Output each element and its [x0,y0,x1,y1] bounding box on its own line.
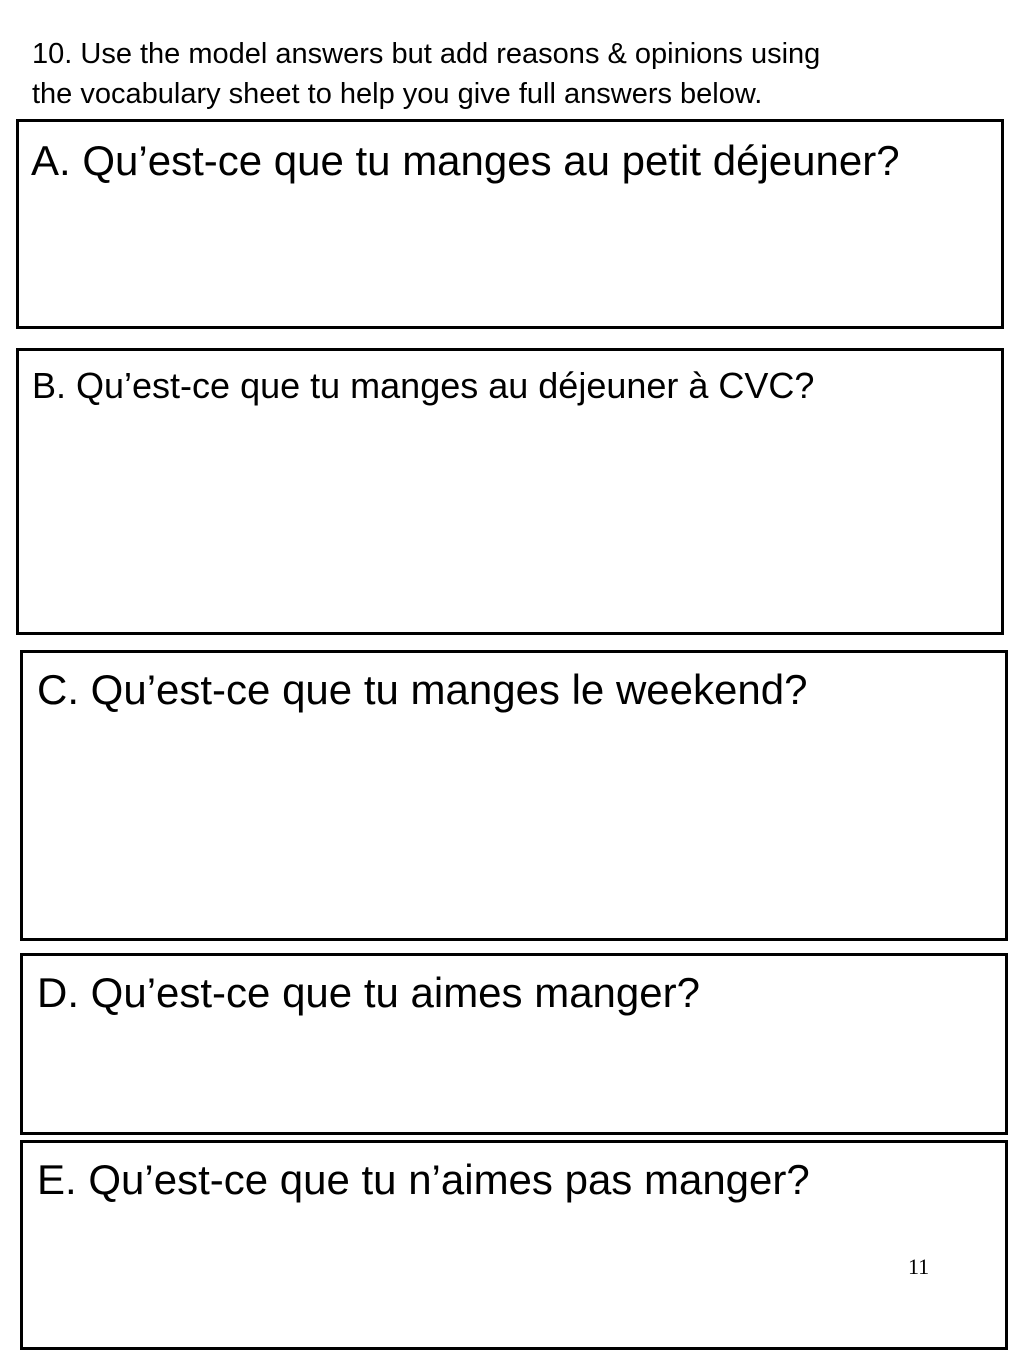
question-d: D. Qu’est-ce que tu aimes manger? [37,969,700,1016]
question-a: A. Qu’est-ce que tu manges au petit déjeuner? [31,137,900,184]
answer-box-b[interactable] [16,348,1004,635]
answer-box-e[interactable] [20,1140,1008,1350]
instructions-line-1: 10. Use the model answers but add reasons & opinions using [32,38,821,70]
answer-box-a[interactable] [16,119,1004,329]
instructions-line-2: the vocabulary sheet to help you give full answers below. [32,78,763,110]
instructions [32,34,992,114]
answer-box-c[interactable] [20,650,1008,941]
question-c: C. Qu’est-ce que tu manges le weekend? [37,666,808,713]
question-b: B. Qu’est-ce que tu manges au déjeuner à CVC? [32,365,815,406]
question-e: E. Qu’est-ce que tu n’aimes pas manger? [37,1156,810,1203]
answer-box-d[interactable] [20,953,1008,1135]
page-number: 11 [908,1254,930,1279]
